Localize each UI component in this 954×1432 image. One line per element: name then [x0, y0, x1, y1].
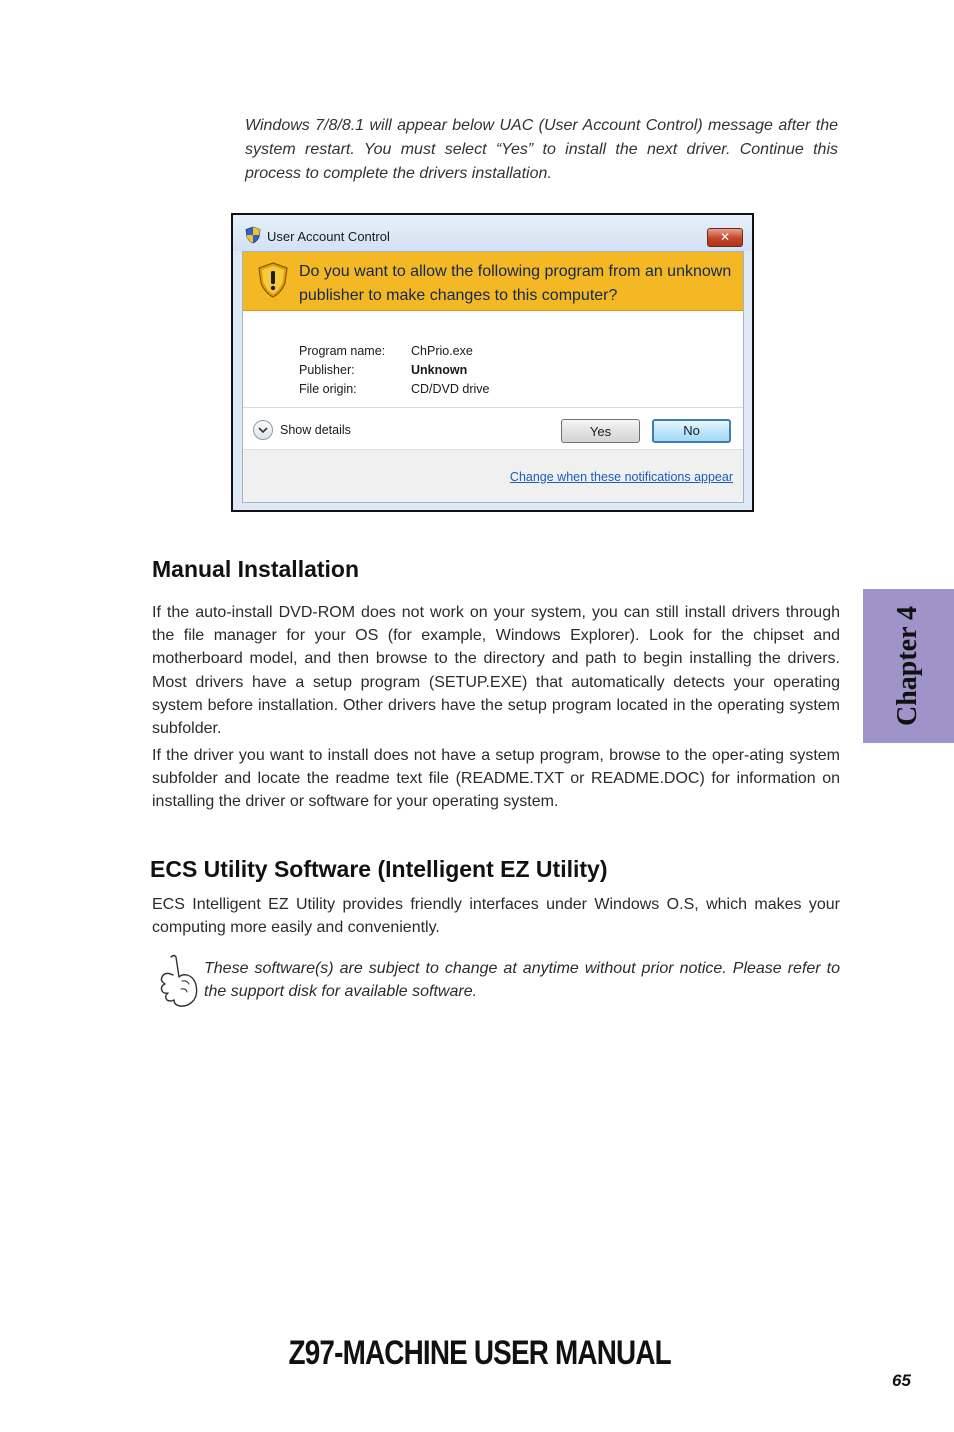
publisher-value: Unknown	[411, 363, 468, 377]
yes-button[interactable]: Yes	[561, 419, 640, 443]
ecs-utility-heading: ECS Utility Software (Intelligent EZ Utility)	[150, 856, 608, 882]
program-name-label: Program name:	[299, 344, 386, 358]
no-button[interactable]: No	[652, 419, 731, 443]
manual-installation-paragraph-2: If the driver you want to install does not have a setup program, browse to the oper-ating system subfolder and locate the readme text file (README.TXT or README.DOC) for information on installing the driver or software for your operating system.	[152, 747, 840, 811]
uac-title: User Account Control	[267, 229, 390, 244]
manual-title: Z97-MACHINE USER MANUAL	[288, 1334, 671, 1372]
publisher-row	[299, 363, 490, 382]
uac-divider	[243, 407, 743, 408]
ecs-utility-paragraph: ECS Intelligent EZ Utility provides friendly interfaces under Windows O.S, which makes your computing more easily and conveniently.	[152, 896, 840, 937]
file-origin-label: File origin:	[299, 382, 357, 396]
warning-shield-icon	[257, 262, 289, 303]
chapter-tab	[863, 589, 954, 743]
ecs-utility-note: These software(s) are subject to change at anytime without prior notice. Please refer to the support disk for available software.	[204, 960, 840, 1001]
file-origin-value: CD/DVD drive	[411, 382, 490, 396]
intro-text: Windows 7/8/8.1 will appear below UAC (User Account Control) message after the system restart. You must select “Yes” to install the next driver. Continue this process to complete the drivers installation.	[245, 117, 838, 182]
page-number: 65	[892, 1371, 911, 1390]
program-name-value: ChPrio.exe	[411, 344, 473, 358]
uac-warning-banner	[243, 252, 743, 311]
pointing-hand-icon	[157, 953, 199, 1014]
show-details-label: Show details	[280, 423, 351, 437]
shield-icon	[245, 226, 261, 249]
publisher-label: Publisher:	[299, 363, 355, 377]
change-notifications-link[interactable]: Change when these notifications appear	[509, 470, 733, 484]
close-button[interactable]: ✕	[707, 228, 743, 247]
chapter-label: Chapter 4	[892, 605, 923, 727]
manual-installation-heading: Manual Installation	[152, 556, 360, 582]
program-name-row	[299, 344, 490, 363]
uac-details	[299, 344, 490, 401]
uac-question: Do you want to allow the following program from an unknown publisher to make changes to this computer?	[299, 263, 732, 304]
file-origin-row	[299, 382, 490, 401]
show-details-toggle[interactable]	[253, 420, 351, 440]
uac-content	[242, 251, 744, 503]
chevron-down-icon[interactable]	[253, 420, 273, 440]
uac-dialog	[231, 213, 754, 512]
uac-footer	[243, 449, 743, 502]
manual-installation-paragraph-1: If the auto-install DVD-ROM does not work on your system, you can still install drivers through the file manager for your OS (for example, Windows Explorer). Look for the chipset and motherboard model, and then browse to the directory and path to begin installing the drivers. Most drivers have a setup program (SETUP.EXE) that automatically detects your operating system before installation. Other drivers have the setup program located in the operating system subfolder.	[152, 604, 840, 738]
uac-titlebar[interactable]	[233, 215, 752, 251]
